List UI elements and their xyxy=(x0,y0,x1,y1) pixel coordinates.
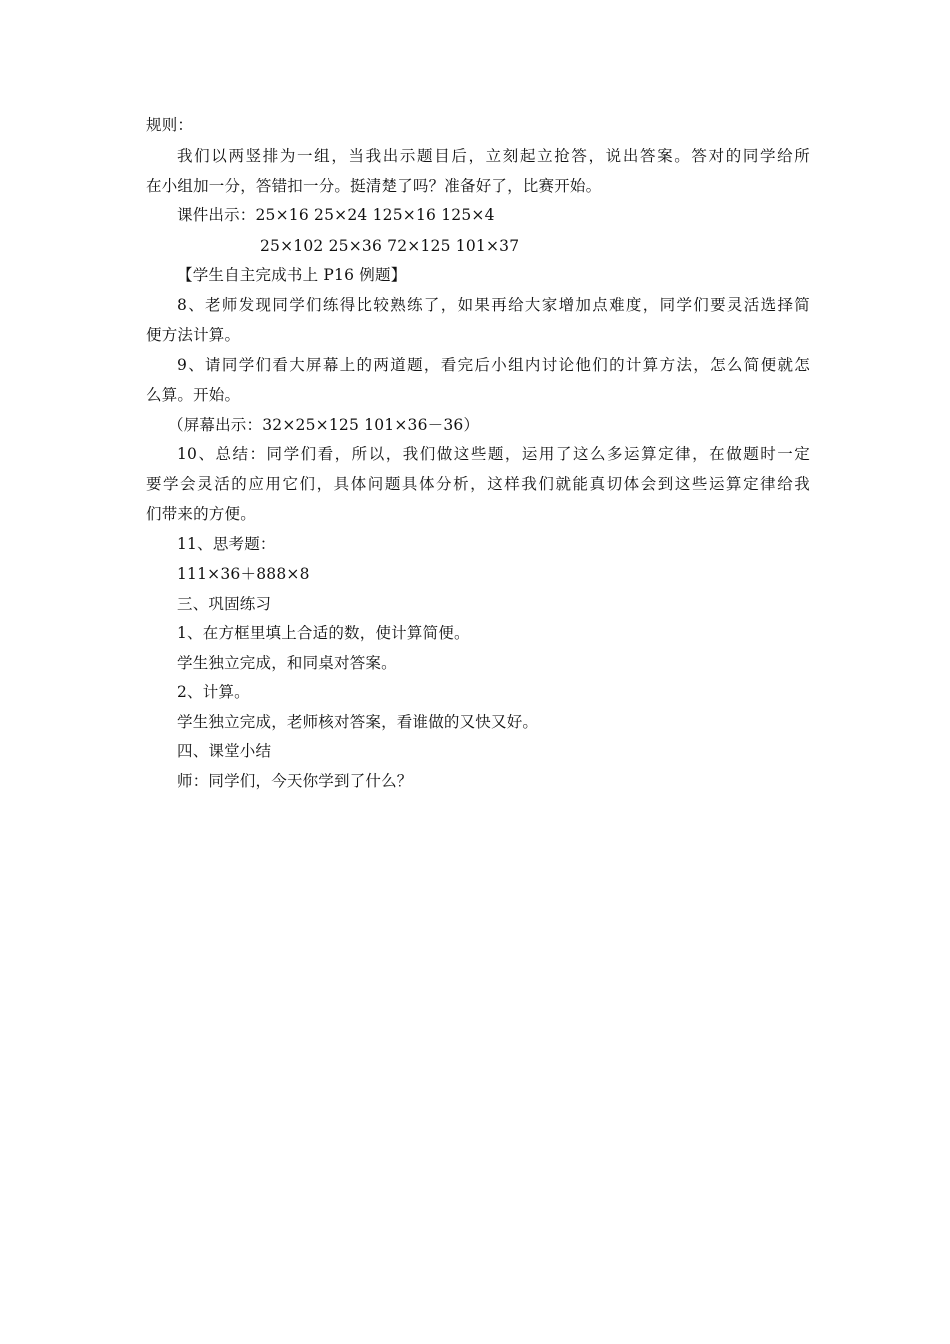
thinking-question-formula: 111×36＋888×8 xyxy=(177,565,310,583)
paragraph-line: 们带来的方便。 xyxy=(146,505,256,523)
section-heading: 四、课堂小结 xyxy=(177,742,272,760)
paragraph-line: 师：同学们，今天你学到了什么？ xyxy=(177,772,413,790)
section-heading: 三、巩固练习 xyxy=(177,595,272,613)
textbook-note: 【学生自主完成书上 P16 例题】 xyxy=(177,266,407,284)
paragraph-line: 8、老师发现同学们练得比较熟练了，如果再给大家增加点难度，同学们要灵活选择简 xyxy=(177,296,810,314)
courseware-line: 课件出示：25×16 25×24 125×16 125×4 xyxy=(177,206,495,224)
paragraph-line: 学生独立完成，老师核对答案，看谁做的又快又好。 xyxy=(177,713,539,731)
paragraph-line: 在小组加一分，答错扣一分。挺清楚了吗？准备好了，比赛开始。 xyxy=(146,177,602,195)
paragraph-line: 2、计算。 xyxy=(177,683,250,701)
paragraph-line: 么算。开始。 xyxy=(146,386,241,404)
paragraph-line: 1、在方框里填上合适的数，使计算简便。 xyxy=(177,624,470,642)
paragraph-line: 9、请同学们看大屏幕上的两道题，看完后小组内讨论他们的计算方法，怎么简便就怎 xyxy=(177,356,810,374)
thinking-question-title: 11、思考题： xyxy=(177,535,276,553)
rules-heading: 规则： xyxy=(146,116,194,134)
paragraph-line: 10、总结：同学们看，所以，我们做这些题，运用了这么多运算定律，在做题时一定 xyxy=(177,445,810,463)
screen-display-line: （屏幕出示：32×25×125 101×36－36） xyxy=(168,416,480,434)
paragraph-line: 要学会灵活的应用它们，具体问题具体分析，这样我们就能真切体会到这些运算定律给我 xyxy=(146,475,810,493)
paragraph-line: 学生独立完成，和同桌对答案。 xyxy=(177,654,397,672)
courseware-line: 25×102 25×36 72×125 101×37 xyxy=(260,237,520,255)
paragraph-line: 便方法计算。 xyxy=(146,326,241,344)
paragraph-line: 我们以两竖排为一组，当我出示题目后，立刻起立抢答，说出答案。答对的同学给所 xyxy=(177,147,810,165)
